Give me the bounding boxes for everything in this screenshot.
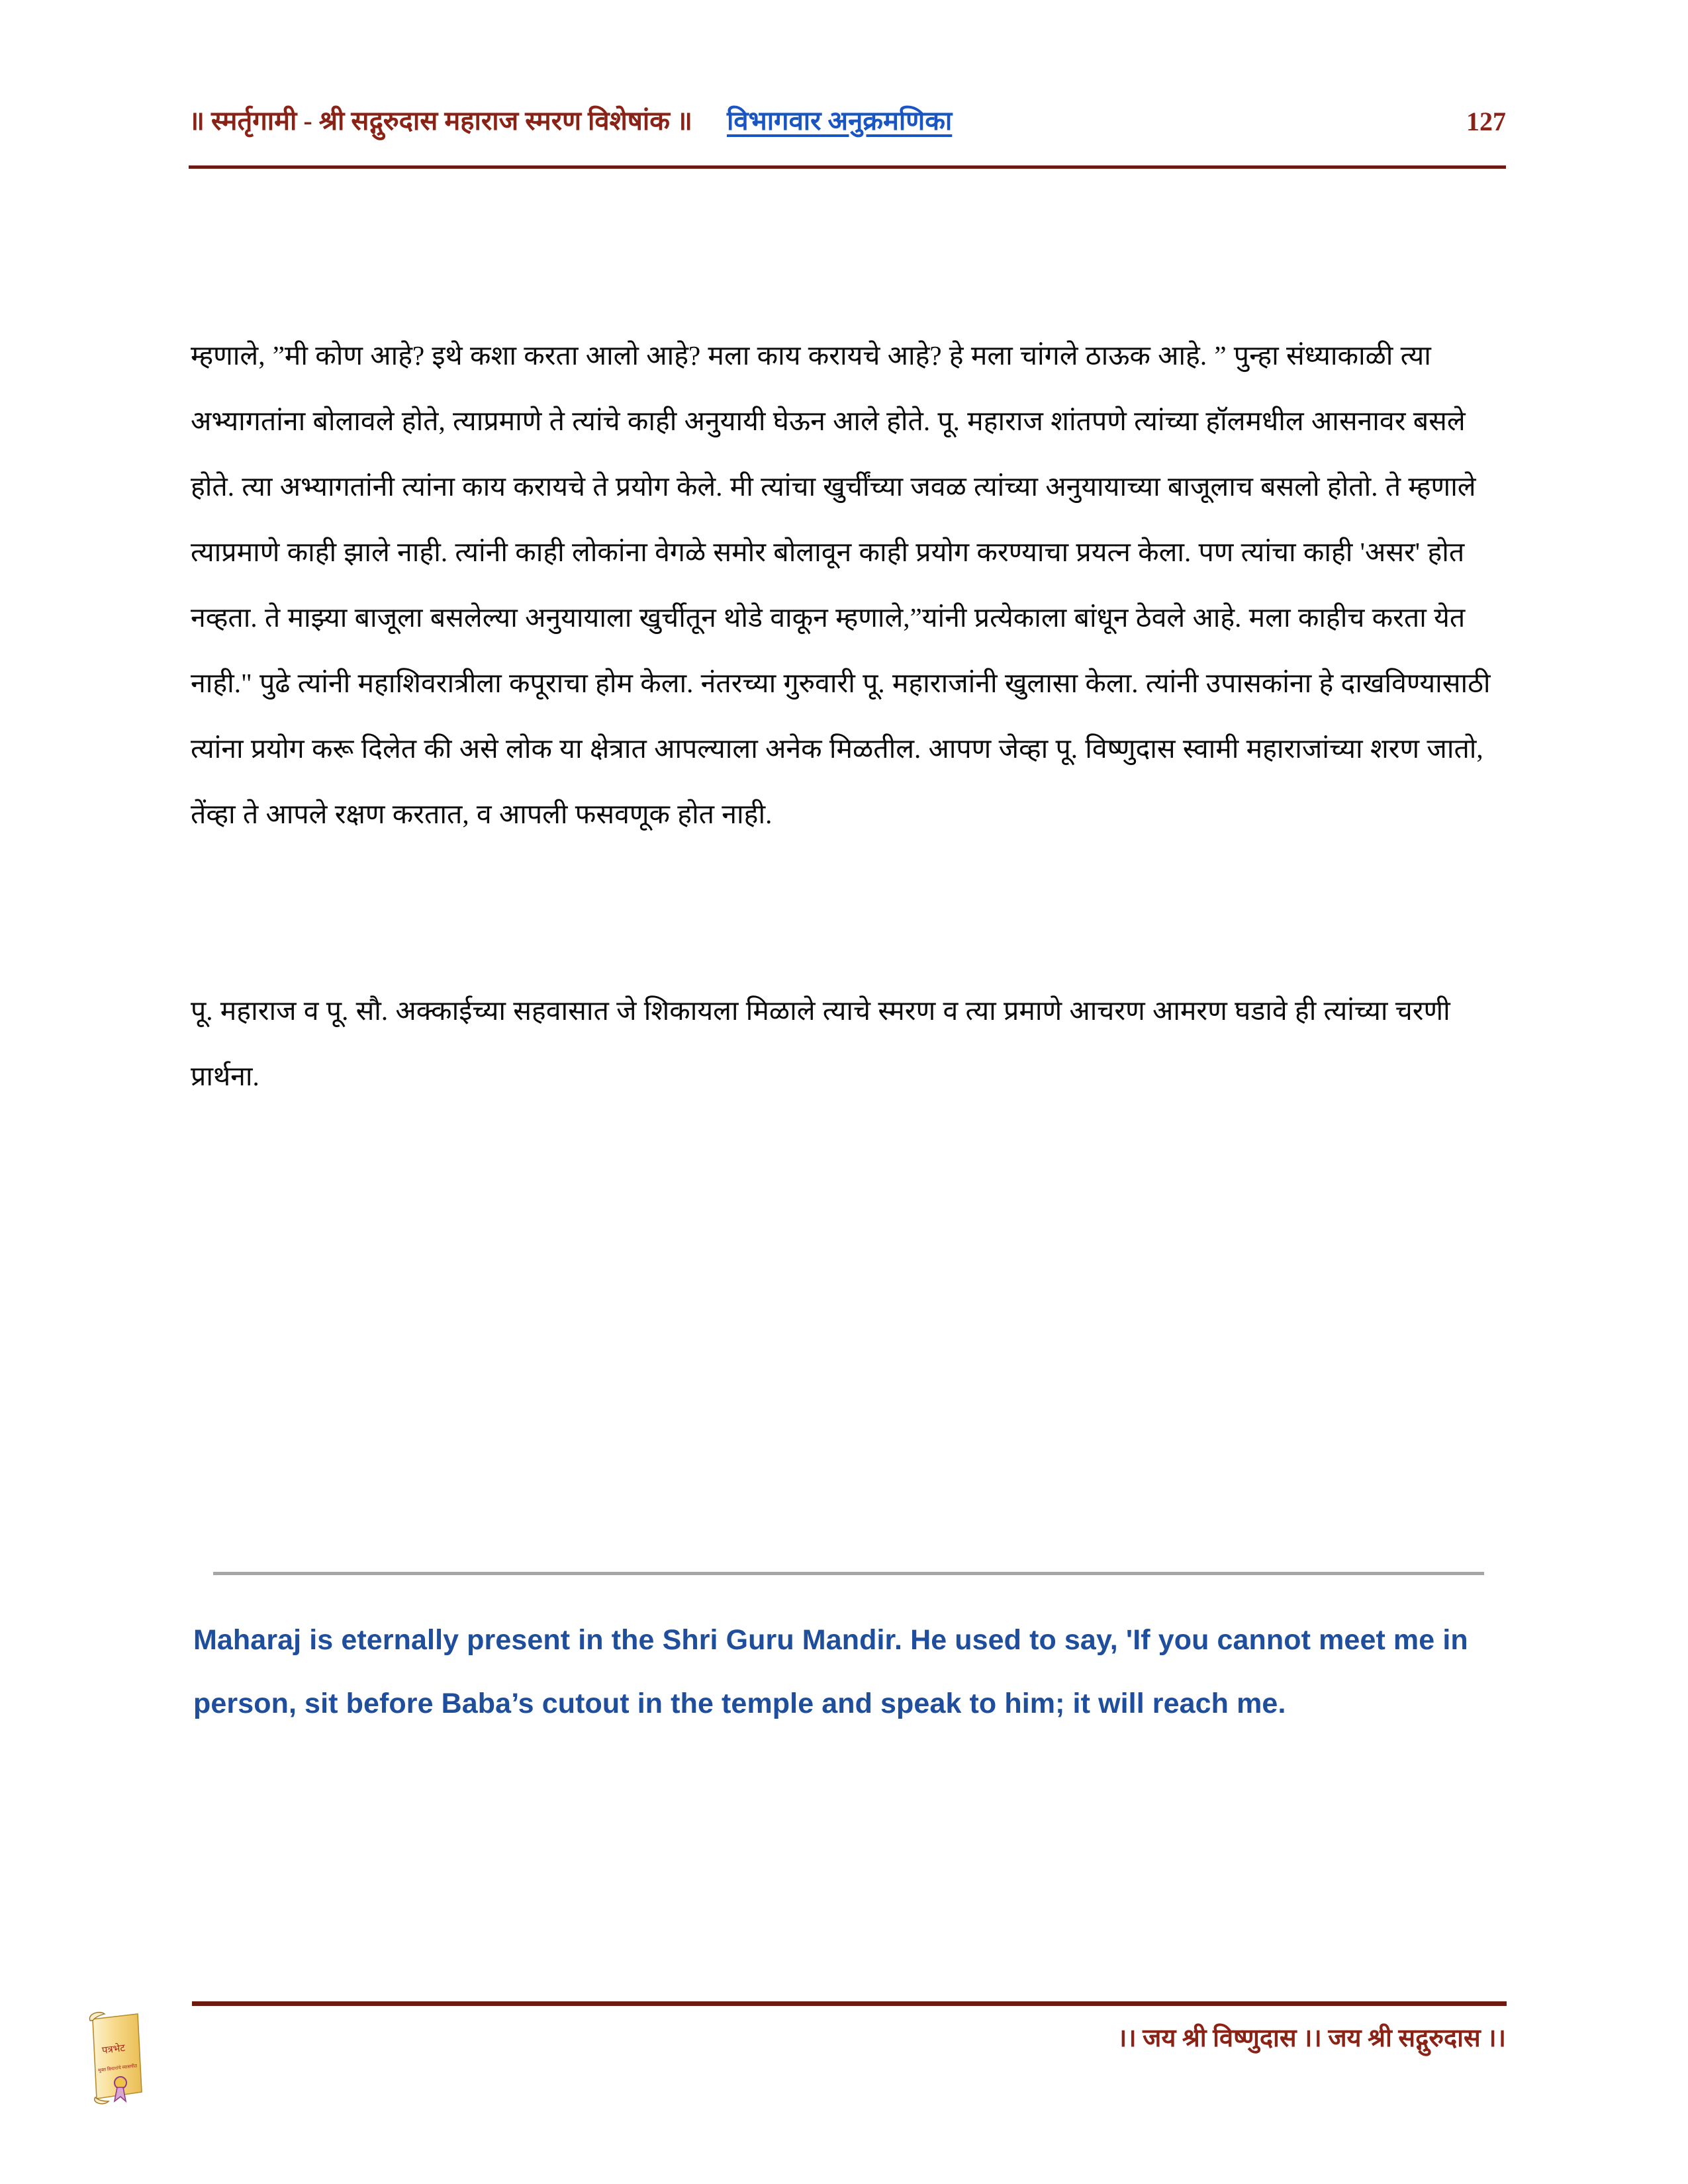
page-number: 127 <box>1466 107 1506 136</box>
page-header <box>189 93 1506 146</box>
section-index-link[interactable]: विभागवार अनुक्रमणिका <box>726 105 953 136</box>
page-header-title: ॥ स्मर्तृगामी - श्री सद्गुरुदास महाराज स्मरण विशेषांक ॥ <box>189 105 692 136</box>
quote-divider <box>213 1572 1484 1575</box>
header-divider <box>189 165 1506 169</box>
svg-text:पत्रभेट: पत्रभेट <box>101 2042 126 2057</box>
body-paragraph-2: पू. महाराज व पू. सौ. अक्काईच्या सहवासात जे शिकायला मिळाले त्याचे स्मरण व त्या प्रमाणे आचरण आमरण घडावे ही त्यांच्या चरणी प्रार्थना. <box>191 995 1458 1091</box>
english-quote: Maharaj is eternally present in the Shri Guru Mandir. He used to say, 'If you cannot meet me in person, sit before Baba’s cutout in the temple and speak to him; it will reach me. <box>193 1624 1468 1719</box>
body-paragraph-1: म्हणाले, ”मी कोण आहे? इथे कशा करता आलो आहे? मला काय करायचे आहे? हे मला चांगले ठाऊक आहे. ” पुन्हा संध्याकाळी त्या अभ्यागतांना बोलावले होते, त्याप्रमाणे ते त्यांचे काही अनुयायी घेऊन आले होते. पू. महाराज शांतपणे त्यांच्या हॉलमधील आसनावर बसले होते. त्या अभ्यागतांनी त्यांना काय करायचे ते प्रयोग केले. मी त्यांचा खुर्चींच्या जवळ त्यांच्या अनुयायाच्या बाजूलाच बसलो होतो. ते म्हणाले त्याप्रमाणे काही झाले नाही. त्यांनी काही लोकांना वेगळे समोर बोलावून काही प्रयोग करण्याचा प्रयत्न केला. पण त्यांचा काही 'असर' होत नव्हता. ते माझ्या बाजूला बसलेल्या अनुयायाला खुर्चीतून थोडे वाकून म्हणाले,”यांनी प्रत्येकाला बांधून ठेवले आहे. मला काहीच करता येत नाही." पुढे त्यांनी महाशिवरात्रीला कपूराचा होम केला. नंतरच्या गुरुवारी पू. महाराजांनी खुलासा केला. त्यांनी उपासकांना हे दाखविण्यासाठी त्यांना प्रयोग करू दिलेत की असे लोक या क्षेत्रात आपल्याला अनेक मिळतील. आपण जेव्हा पू. विष्णुदास स्वामी महाराजांच्या शरण जातो, तेंव्हा ते आपले रक्षण करतात, व आपली फसवणूक होत नाही. <box>191 340 1498 829</box>
scroll-certificate-icon <box>79 2009 152 2108</box>
footer-divider <box>192 2001 1507 2006</box>
body-text-block <box>191 192 1515 1240</box>
footer-mantra: ।। जय श्री विष्णुदास ।। जय श्री सद्गुरुदास ।। <box>1117 2025 1506 2052</box>
svg-text:मुक्त विचारांचे व्यासपीठ: मुक्त विचारांचे व्यासपीठ <box>97 2063 138 2073</box>
